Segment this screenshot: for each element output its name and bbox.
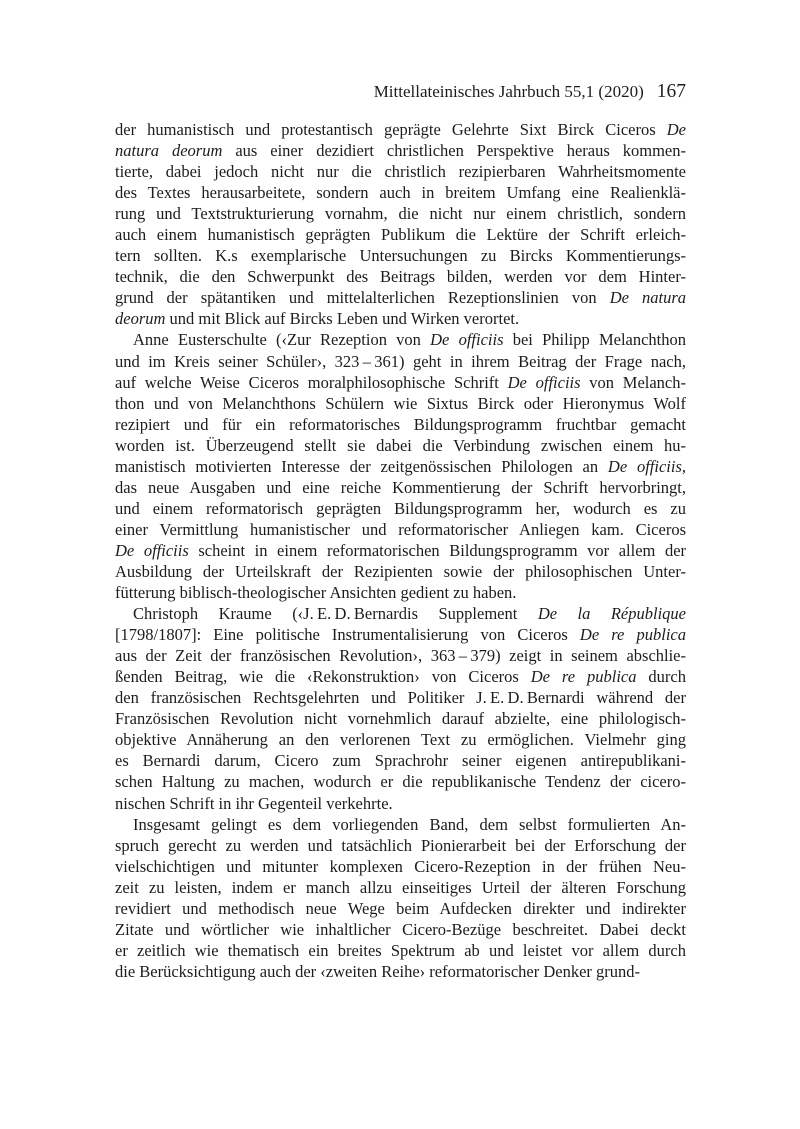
text-segment: der humanistisch und protestantisch geprägte Gelehrte Sixt Birck Ciceros [115, 120, 667, 139]
text-segment: er zeitlich wie thematisch ein breites Spektrum ab und leistet vor allem durch [115, 940, 686, 960]
italic-text-segment: natura deorum [115, 141, 223, 161]
italic-text-segment: De [666, 120, 686, 139]
text-segment: objektive Annäherung an den verlorenen Text zu ermöglichen. Vielmehr ging [115, 730, 686, 750]
text-segment: einer Vermittlung humanistischer und reformatorischer Anliegen kam. Ciceros [115, 519, 686, 539]
paragraph [115, 814, 686, 982]
text-line [115, 793, 686, 814]
text-line [115, 835, 686, 856]
text-line [115, 498, 686, 519]
text-line [115, 708, 686, 729]
text-segment: das neue Ausgaben und eine reiche Kommentierung der Schrift hervorbringt, [115, 477, 686, 497]
text-line [115, 224, 686, 245]
text-segment: grund der spätantiken und mittelalterlichen Rezeptionslinien von [115, 288, 610, 308]
text-segment: Insgesamt gelingt es dem vorliegenden Band, dem selbst formulierten An- [133, 814, 686, 834]
italic-text-segment: De re publica [530, 667, 637, 687]
text-segment: nischen Schrift in ihr Gegenteil verkehrte. [115, 793, 393, 813]
italic-text-segment: De officiis [507, 372, 581, 392]
italic-text-segment: De officiis [115, 540, 189, 560]
text-line [115, 666, 686, 687]
paragraph [115, 119, 686, 329]
text-line [115, 919, 686, 940]
text-line [115, 729, 686, 750]
text-segment: auf welche Weise Ciceros moralphilosophische Schrift [115, 372, 508, 392]
text-segment: zeit zu leisten, indem er manch allzu einseitiges Urteil der älteren Forschung [115, 877, 686, 897]
text-segment: Anne Eusterschulte (‹Zur Rezeption von [133, 330, 431, 350]
text-segment: ßenden Beitrag, wie die ‹Rekonstruktion› von Ciceros [115, 667, 531, 687]
text-line [115, 287, 686, 308]
text-segment: und im Kreis seiner Schüler›, 323 – 361) geht in ihrem Beitrag der Frage nach, [115, 351, 686, 371]
text-line [115, 856, 686, 877]
text-segment: thon und von Melanchthons Schülern wie Sixtus Birck oder Hieronymus Wolf [115, 393, 686, 413]
text-segment: Ausbildung der Urteilskraft der Rezipienten sowie der philosophischen Unter- [115, 561, 686, 581]
text-segment: den französischen Rechtsgelehrten und Politiker J. E. D. Bernardi während der [115, 688, 686, 708]
text-line [115, 624, 686, 645]
text-line [115, 687, 686, 708]
text-line [115, 561, 686, 582]
text-segment: spruch gerecht zu werden und tatsächlich Pionierarbeit bei der Erforschung der [115, 835, 686, 855]
text-segment: schen Haltung zu machen, wodurch er die republikanische Tendenz der cicero- [115, 772, 686, 792]
text-line [115, 961, 686, 982]
text-segment: aus einer dezidiert christlichen Perspektive heraus kommen- [222, 141, 686, 161]
text-line [115, 351, 686, 372]
text-segment: [1798/1807]: Eine politische Instrumentalisierung von Ciceros [115, 625, 580, 645]
text-line [115, 329, 686, 350]
text-line [115, 645, 686, 666]
text-segment: Französischen Revolution nicht vornehmlich darauf abzielte, eine philologisch- [115, 709, 686, 729]
text-line [115, 814, 686, 835]
text-segment: vielschichtigen und mitunter komplexen Cicero-Rezeption in der frühen Neu- [115, 856, 686, 876]
page-number: 167 [656, 81, 686, 102]
text-segment: manistisch motivierten Interesse der zeitgenössischen Philologen an [115, 456, 608, 476]
text-line [115, 940, 686, 961]
text-line [115, 182, 686, 203]
text-segment: revidiert und methodisch neue Wege beim Aufdecken direkter und indirekter [115, 898, 686, 918]
text-line [115, 435, 686, 456]
text-segment: Christoph Kraume (‹J. E. D. Bernardis Supplement [133, 604, 538, 624]
italic-text-segment: De natura [609, 288, 686, 308]
text-line [115, 771, 686, 792]
italic-text-segment: De officiis [430, 330, 504, 350]
running-head [115, 81, 686, 103]
text-segment: des Textes herausarbeitete, sondern auch in breitem Umfang eine Realienklä- [115, 183, 686, 203]
text-line [115, 519, 686, 540]
text-line [115, 414, 686, 435]
text-line [115, 750, 686, 771]
text-segment: durch [636, 667, 686, 687]
text-segment: aus der Zeit der französischen Revolution›, 363 – 379) zeigt in seinem abschlie- [115, 646, 686, 666]
text-line [115, 898, 686, 919]
paragraph [115, 603, 686, 813]
text-line [115, 308, 686, 329]
text-line [115, 203, 686, 224]
paragraph [115, 329, 686, 603]
text-line [115, 393, 686, 414]
text-line [115, 456, 686, 477]
text-segment: bei Philipp Melanchthon [503, 330, 686, 350]
text-segment: tern sollten. K.s exemplarische Untersuchungen zu Bircks Kommentierungs- [115, 246, 686, 266]
text-segment: und einem reformatorisch geprägten Bildungsprogramm her, wodurch es zu [115, 498, 686, 518]
italic-text-segment: De re publica [579, 625, 686, 645]
text-line [115, 540, 686, 561]
text-line [115, 477, 686, 498]
text-segment: worden ist. Überzeugend stellt sie dabei die Verbindung zwischen einem hu- [115, 435, 686, 455]
text-segment: rezipiert und für ein reformatorisches Bildungsprogramm fruchtbar gemacht [115, 414, 686, 434]
text-segment: und mit Blick auf Bircks Leben und Wirken verortet. [165, 309, 520, 329]
text-segment: , [681, 456, 686, 476]
text-segment: von Melanch- [580, 372, 686, 392]
text-segment: die Berücksichtigung auch der ‹zweiten Reihe› reformatorischer Denker grund- [115, 961, 641, 981]
italic-text-segment: deorum [115, 309, 166, 329]
italic-text-segment: De officiis [607, 456, 682, 476]
journal-title: Mittellateinisches Jahrbuch 55,1 (2020) [373, 82, 644, 101]
italic-text-segment: De la République [537, 604, 686, 624]
text-segment: auch einem humanistisch geprägten Publikum die Lektüre der Schrift erleich- [115, 225, 686, 245]
text-segment: tierte, dabei jedoch nicht nur die christlich rezipierbaren Wahrheitsmomente [115, 162, 686, 182]
text-line [115, 161, 686, 182]
text-segment: rung und Textstrukturierung vornahm, die nicht nur einem christlich, sondern [115, 204, 686, 224]
text-segment: scheint in einem reformatorischen Bildungsprogramm vor allem der [188, 540, 686, 560]
text-line [115, 603, 686, 624]
text-line [115, 245, 686, 266]
text-line [115, 266, 686, 287]
text-segment: Zitate und wörtlicher wie inhaltlicher Cicero-Bezüge beschreitet. Dabei deckt [115, 919, 686, 939]
text-segment: es Bernardi darum, Cicero zum Sprachrohr seiner eigenen antirepublikani- [115, 751, 686, 771]
page-body [115, 119, 686, 982]
text-line [115, 877, 686, 898]
text-line [115, 372, 686, 393]
text-line [115, 140, 686, 161]
text-segment: technik, die den Schwerpunkt des Beitrags bilden, werden vor dem Hinter- [115, 267, 686, 287]
text-line [115, 582, 686, 603]
text-line [115, 119, 686, 140]
text-segment: fütterung biblisch-theologischer Ansichten gedient zu haben. [115, 583, 517, 603]
